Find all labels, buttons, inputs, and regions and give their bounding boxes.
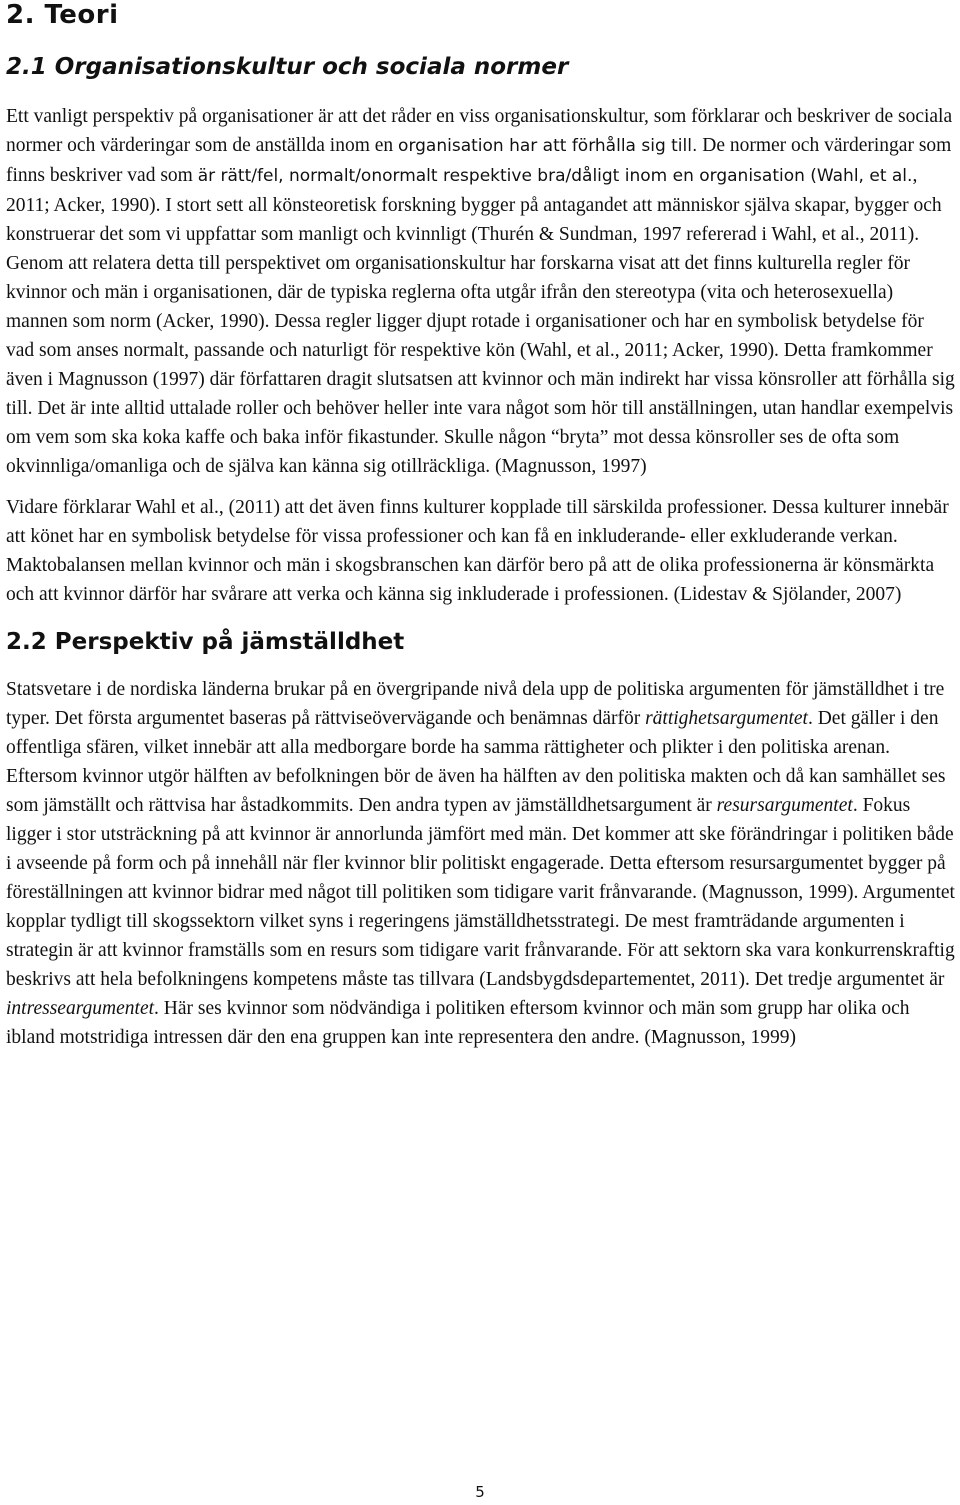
emphasis-term: rättighetsargumentet	[645, 708, 808, 729]
text-run: Statsvetare i de nordiska länderna brukar på en övergripande nivå dela upp de politiska argumenten för jämställdhet i tre typer. Det första argumentet baseras på rättviseövervägande och benämnas därför	[6, 679, 945, 729]
text-run: Ett vanligt perspektiv på organisationer är att det råder en viss organisationskultur, som förklarar och beskriver de sociala normer och värderingar som de anställda inom en	[6, 106, 953, 156]
paragraph-organisationskultur	[6, 102, 956, 481]
text-run: . Här ses kvinnor som nödvändiga i politiken eftersom kvinnor och män som grupp har olika och ibland motstridiga intressen där den ena gruppen kan inte representera den andre. (Magnusson, 1999)	[6, 998, 910, 1048]
page-number: 5	[475, 1483, 485, 1501]
text-run: De normer och värderingar som finns beskriver vad som	[6, 135, 952, 186]
text-run-alt-font: organisation har att förhålla sig till.	[398, 136, 698, 156]
section-heading-2-1: 2.1 Organisationskultur och sociala normer	[6, 54, 569, 80]
text-run: . Det gäller i den offentliga sfären, vilket innebär att alla medborgare borde ha samma rättigheter och plikter i den politiska arenan. Eftersom kvinnor utgör hälften av befolkningen bör de även ha hälften av den politiska makten och då kan samhället ses som jämställt och rättvisa har åstadkommits. Den andra typen av jämställdhetsargument är	[6, 708, 946, 816]
text-run: , 2011; Acker, 1990). I stort sett all könsteoretisk forskning bygger på antagandet att människor själva skapar, bygger och konstruerar det som vi uppfattar som manligt och kvinnligt (Thurén & Sundman, 1997 refererad i Wahl, et al., 2011). Genom att relatera detta till perspektivet om organisationskultur har forskarna visat att det finns kulturella regler för kvinnor och män i organisationen, där de typiska reglerna ofta utgår ifrån den stereotypa (vita och heterosexuella) mannen som norm (Acker, 1990). Dessa regler ligger djupt rotade i organisationer och har en symbolisk betydelse för vad som anses normalt, passande och naturligt för respektive kön (Wahl, et al., 2011; Acker, 1990). Detta framkommer även i Magnusson (1997) där författaren dragit slutsatsen att kvinnor och män indirekt har vissa könsroller att förhålla sig till. Det är inte alltid uttalade roller och behöver heller inte vara något som hör till anställningen, utan handlar exempelvis om vem som ska koka kaffe och baka inför fikastunder. Skulle någon “bryta” mot dessa könsroller ses de ofta som okvinnliga/omanliga och de själva kan känna sig otillräckliga. (Magnusson, 1997)	[6, 165, 955, 477]
section-heading-2-2	[6, 627, 956, 657]
paragraph-jamstalldhet	[6, 675, 956, 1052]
paragraph-professioner: Vidare förklarar Wahl et al., (2011) att det även finns kulturer kopplade till särskilda professioner. Dessa kulturer innebär att könet har en symbolisk betydelse för vissa professioner och kan få en inkluderande- eller exkluderande verkan. Maktobalansen mellan kvinnor och män i skogsbranschen kan därför bero på att de olika professionerna är könsmärkta och att kvinnor därför har svårare att verka och känna sig inkluderade i professionen. (Lidestav & Sjölander, 2007)	[6, 497, 949, 605]
emphasis-term: intresseargumentet	[6, 998, 155, 1019]
text-run-alt-font: är rätt/fel, normalt/onormalt respektive bra/dåligt inom en organisation (Wahl, et al.	[197, 166, 913, 186]
text-run: . Fokus ligger i stor utsträckning på att kvinnor är annorlunda jämfört med män. Det kommer att ske förändringar i politiken både i avseende på form och på innehåll när fler kvinnor blir politiskt engagerade. Detta eftersom resursargumentet bygger på föreställningen att kvinnor bidrar med något till politiken som tidigare varit frånvarande. (Magnusson, 1999). Argumentet kopplar tydligt till skogssektorn vilket syns i regeringens jämställdhetsstrategi. De mest framträdande argumenten i strategin är att kvinnor framställs som en resurs som tidigare varit frånvarande. För att sektorn ska vara konkurrenskraftig beskrivs att hela befolkningens kompetens måste tas tillvara (Landsbygdsdepartementet, 2011). Det tredje argumentet är	[6, 795, 955, 990]
chapter-heading: 2. Teori	[6, 0, 119, 30]
document-page	[6, 0, 956, 1052]
section-title: Perspektiv på jämställdhet	[54, 629, 405, 655]
emphasis-term: resursargumentet	[716, 795, 853, 816]
section-number: 2.2	[6, 629, 55, 655]
